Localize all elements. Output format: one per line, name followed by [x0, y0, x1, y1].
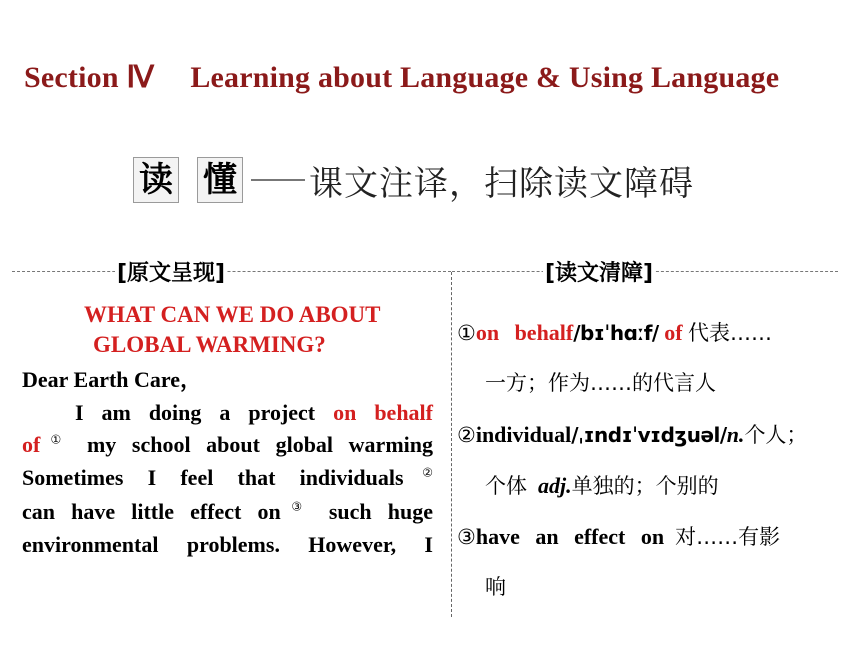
phrase-on-behalf: on behalf	[333, 400, 433, 425]
note-2-term: individual	[475, 422, 572, 447]
body-line-4	[22, 495, 433, 528]
body-text: I am doing a project	[75, 400, 334, 425]
body-line-1	[75, 396, 433, 429]
note-3-line-1	[457, 520, 847, 554]
note-1-line-1	[457, 316, 847, 350]
note-1-line-2	[457, 366, 860, 400]
note-3-meaning-cont: 响	[485, 575, 506, 599]
original-text-label: [原文呈现]	[115, 256, 227, 287]
banner-text: 课文注译，扫除读文障碍	[309, 163, 694, 204]
article-heading-line-2: GLOBAL WARMING?	[93, 332, 326, 357]
reading-banner	[133, 155, 694, 205]
note-2-meaning-adj: 单独的；个别的	[571, 474, 719, 498]
note-1-meaning-cont: 一方；作为……的代言人	[485, 371, 716, 395]
note-3-meaning: 对……有影	[675, 525, 781, 549]
notes-label: [读文清障]	[543, 256, 655, 287]
note-2-meaning: 个人；	[744, 423, 808, 447]
body-line-3	[22, 461, 433, 494]
note-marker-1: ①	[40, 432, 72, 447]
note-2-marker: ②	[457, 423, 476, 447]
column-divider	[451, 272, 452, 617]
note-2-line-2	[457, 469, 860, 503]
note-2-line-1	[457, 418, 847, 452]
note-2-phonetic: /ˌɪndɪˈvɪdʒuəl/	[571, 423, 727, 447]
phrase-of: of	[22, 432, 41, 457]
banner-dash	[251, 179, 305, 181]
body-text: can have little effect on	[22, 499, 281, 524]
note-2-meaning-cont: 个体	[485, 474, 527, 498]
note-1-term: on behalf	[475, 320, 574, 345]
page-title	[24, 60, 779, 95]
note-1-phonetic: /bɪˈhɑːf/	[573, 321, 659, 345]
note-3-marker: ③	[457, 525, 476, 549]
note-3-line-2	[457, 570, 860, 604]
salutation: Dear Earth Care，	[22, 367, 203, 392]
body-text: Sometimes I feel that individuals	[22, 465, 404, 490]
body-line-2	[22, 428, 433, 461]
section-title: Learning about Language & Using Language	[190, 61, 780, 94]
note-2-pos-noun: n.	[726, 422, 745, 447]
note-1-marker: ①	[457, 321, 476, 345]
body-line-5: environmental problems. However, I	[22, 532, 433, 557]
note-3-term: have an effect on	[475, 524, 665, 549]
article-heading-line-1: WHAT CAN WE DO ABOUT	[84, 302, 381, 327]
body-text: my school about global warming	[71, 432, 433, 457]
banner-char-understand: 懂	[197, 157, 243, 203]
note-1-term-of: of	[664, 320, 683, 345]
banner-char-read: 读	[133, 157, 179, 203]
note-1-meaning: 代表……	[688, 321, 773, 345]
note-marker-3: ③	[280, 499, 313, 514]
left-dotted-rule	[12, 271, 451, 272]
body-text: such huge	[312, 499, 433, 524]
note-marker-2: ②	[403, 465, 433, 480]
note-2-pos-adj: adj.	[538, 473, 572, 498]
section-number: Section Ⅳ	[24, 61, 155, 94]
